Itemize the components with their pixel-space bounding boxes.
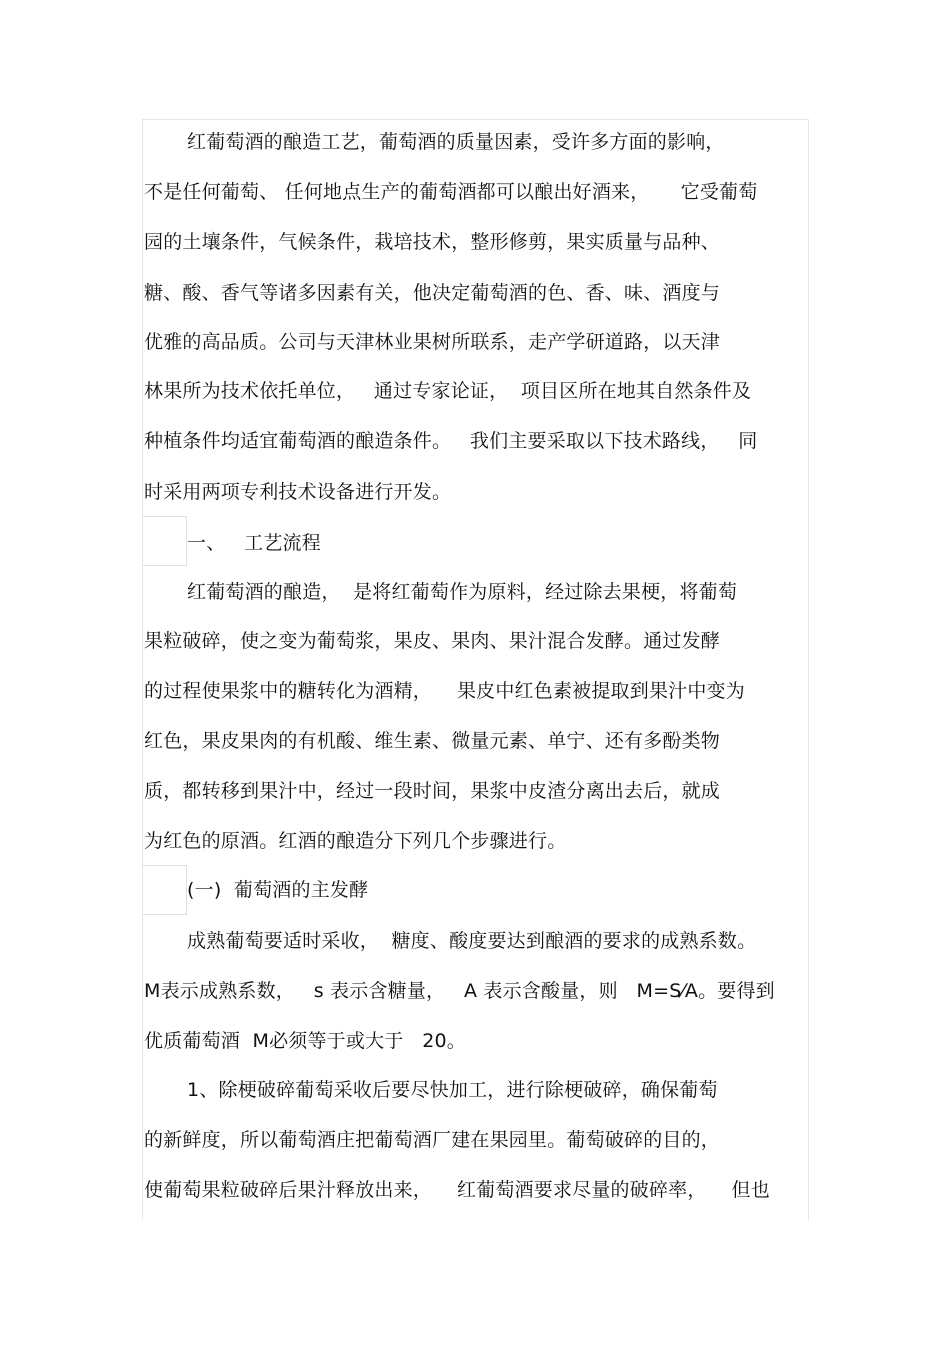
- heading-marker: [142, 516, 187, 566]
- paragraph-line: 种植条件均适宜葡萄酒的酿造条件。 我们主要采取以下技术路线， 同: [144, 430, 758, 452]
- subsection-heading: (一) 葡萄酒的主发酵: [187, 879, 369, 901]
- paragraph-line: 质，都转移到果汁中，经过一段时间，果浆中皮渣分离出去后，就成: [144, 780, 721, 802]
- paragraph-line: 林果所为技术依托单位， 通过专家论证， 项目区所在地其自然条件及: [144, 380, 752, 402]
- paragraph-line: 红色，果皮果肉的有机酸、维生素、微量元素、单宁、还有多酚类物: [144, 730, 721, 752]
- paragraph-line: 不是任何葡萄、 任何地点生产的葡萄酒都可以酿出好酒来， 它受葡萄: [144, 181, 758, 203]
- paragraph-line: 优质葡萄酒 M必须等于或大于 20。: [144, 1030, 466, 1052]
- paragraph-line: 使葡萄果粒破碎后果汁释放出来， 红葡萄酒要求尽量的破碎率， 但也: [144, 1179, 770, 1201]
- paragraph-line: 1、除梗破碎葡萄采收后要尽快加工，进行除梗破碎，确保葡萄: [187, 1079, 718, 1101]
- paragraph-line: 为红色的原酒。红酒的酿造分下列几个步骤进行。: [144, 830, 567, 852]
- paragraph-line: 园的土壤条件，气候条件，栽培技术，整形修剪，果实质量与品种、: [144, 231, 721, 253]
- paragraph-line: 优雅的高品质。公司与天津林业果树所联系，走产学研道路，以天津: [144, 331, 721, 353]
- paragraph-line: 红葡萄酒的酿造工艺，葡萄酒的质量因素，受许多方面的影响，: [187, 131, 725, 153]
- paragraph-line: 时采用两项专利技术设备进行开发。: [144, 481, 452, 503]
- section-heading: 一、 工艺流程: [187, 532, 321, 554]
- paragraph-line: 的过程使果浆中的糖转化为酒精， 果皮中红色素被提取到果汁中变为: [144, 680, 745, 702]
- paragraph-line: 果粒破碎，使之变为葡萄浆，果皮、果肉、果汁混合发酵。通过发酵: [144, 630, 721, 652]
- paragraph-line: 的新鲜度，所以葡萄酒庄把葡萄酒厂建在果园里。葡萄破碎的目的，: [144, 1129, 721, 1151]
- paragraph-line: M表示成熟系数， s 表示含糖量， A 表示含酸量，则 M=S⁄A。要得到: [144, 980, 775, 1002]
- heading-marker: [142, 865, 187, 915]
- paragraph-line: 糖、酸、香气等诸多因素有关，他决定葡萄酒的色、香、味、酒度与: [144, 282, 721, 304]
- paragraph-line: 成熟葡萄要适时采收， 糖度、酸度要达到酿酒的要求的成熟系数。: [187, 930, 757, 952]
- paragraph-line: 红葡萄酒的酿造， 是将红葡萄作为原料，经过除去果梗，将葡萄: [187, 581, 738, 603]
